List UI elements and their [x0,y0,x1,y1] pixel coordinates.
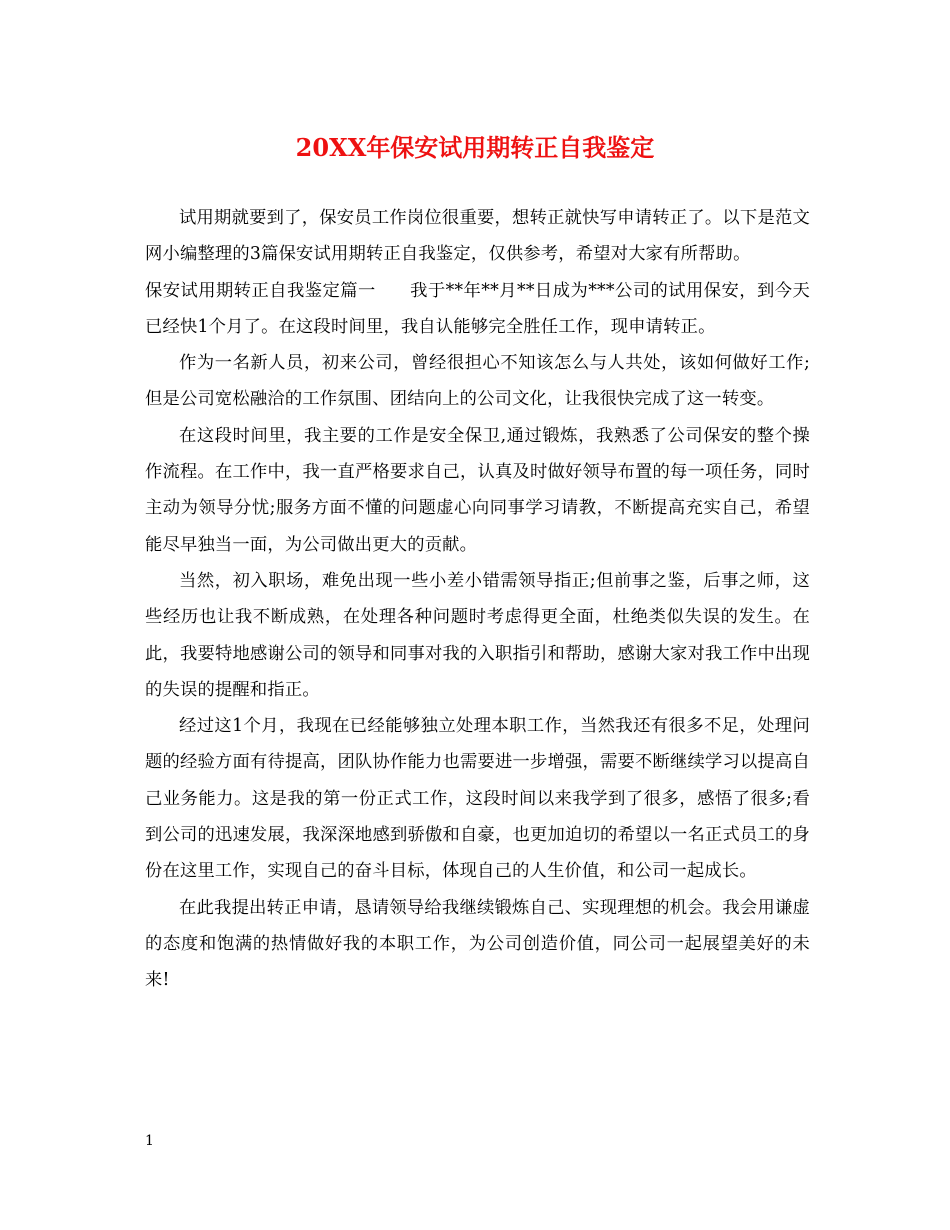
document-title: 20XX年保安试用期转正自我鉴定 [295,133,655,162]
section-first-paragraph: 我于**年**月**日成为***公司的试用保安，到今天已经快1个月了。在这段时间里，我自认能够完全胜任工作，现申请转正。 [145,280,810,337]
section-heading: 保安试用期转正自我鉴定篇一 [145,280,376,301]
document-body [145,200,810,999]
body-paragraph: 在此我提出转正申请，恳请领导给我继续锻炼自己、实现理想的机会。我会用谦虚的态度和饱满的热情做好我的本职工作，为公司创造价值，同公司一起展望美好的未来! [145,897,810,991]
section-heading-line [145,273,810,346]
page-number: 1 [145,1133,154,1149]
body-paragraph: 作为一名新人员，初来公司，曾经很担心不知该怎么与人共处，该如何做好工作;但是公司宽松融洽的工作氛围、团结向上的公司文化，让我很快完成了这一转变。 [145,353,810,410]
body-paragraph: 在这段时间里，我主要的工作是安全保卫,通过锻炼，我熟悉了公司保安的整个操作流程。在工作中，我一直严格要求自己，认真及时做好领导布置的每一项任务，同时主动为领导分忧;服务方面不懂的问题虚心向同事学习请教，不断提高充实自己，希望能尽早独当一面，为公司做出更大的贡献。 [145,425,810,555]
intro-paragraph: 试用期就要到了，保安员工作岗位很重要，想转正就快写申请转正了。以下是范文网小编整理的3篇保安试用期转正自我鉴定，仅供参考，希望对大家有所帮助。 [145,208,810,265]
body-paragraph: 经过这1个月，我现在已经能够独立处理本职工作，当然我还有很多不足，处理问题的经验方面有待提高，团队协作能力也需要进一步增强，需要不断继续学习以提高自己业务能力。这是我的第一份正式工作，这段时间以来我学到了很多，感悟了很多;看到公司的迅速发展，我深深地感到骄傲和自豪，也更加迫切的希望以一名正式员工的身份在这里工作，实现自己的奋斗目标，体现自己的人生价值，和公司一起成长。 [145,716,810,882]
body-paragraph: 当然，初入职场，难免出现一些小差小错需领导指正;但前事之鉴，后事之师，这些经历也让我不断成熟，在处理各种问题时考虑得更全面，杜绝类似失误的发生。在此，我要特地感谢公司的领导和同事对我的入职指引和帮助，感谢大家对我工作中出现的失误的提醒和指正。 [145,570,810,700]
